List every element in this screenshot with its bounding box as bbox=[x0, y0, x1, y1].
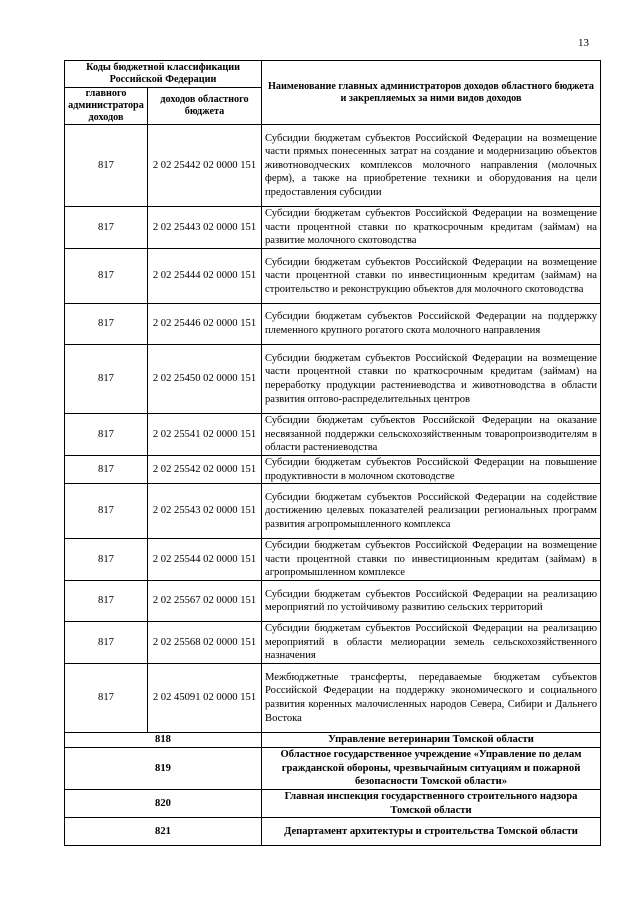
admin-code-cell: 817 bbox=[65, 622, 148, 664]
section-title: Областное государственное учреждение «Управление по делам гражданской обороны, чрезвычайным ситуациям и пожарной безопасности Томской области» bbox=[262, 747, 601, 789]
income-code-cell: 2 02 25541 02 0000 151 bbox=[148, 414, 262, 456]
table-row bbox=[65, 125, 601, 207]
section-admin-code: 820 bbox=[65, 789, 262, 817]
income-code-cell: 2 02 45091 02 0000 151 bbox=[148, 663, 262, 732]
income-code-cell: 2 02 25442 02 0000 151 bbox=[148, 125, 262, 207]
budget-classification-table bbox=[64, 60, 601, 846]
admin-code-cell: 817 bbox=[65, 484, 148, 539]
income-description-cell: Субсидии бюджетам субъектов Российской Федерации на оказание несвязанной поддержки сельскохозяйственным товаропроизводителям в области растениеводства bbox=[262, 414, 601, 456]
income-code-cell: 2 02 25443 02 0000 151 bbox=[148, 207, 262, 249]
income-description-cell: Субсидии бюджетам субъектов Российской Федерации на возмещение части процентной ставки по инвестиционным кредитам (займам) в агропромышленном комплексе bbox=[262, 539, 601, 581]
section-title: Департамент архитектуры и строительства Томской области bbox=[262, 818, 601, 846]
income-code-cell: 2 02 25542 02 0000 151 bbox=[148, 456, 262, 484]
income-code-cell: 2 02 25446 02 0000 151 bbox=[148, 304, 262, 345]
income-code-cell: 2 02 25567 02 0000 151 bbox=[148, 581, 262, 622]
income-code-cell: 2 02 25450 02 0000 151 bbox=[148, 345, 262, 414]
income-description-cell: Субсидии бюджетам субъектов Российской Федерации на реализацию мероприятий по устойчивому развитию сельских территорий bbox=[262, 581, 601, 622]
page-number: 13 bbox=[578, 37, 589, 49]
section-admin-code: 818 bbox=[65, 732, 262, 747]
income-description-cell: Субсидии бюджетам субъектов Российской Федерации на возмещение части процентной ставки по инвестиционным кредитам (займам) на строительство и реконструкцию объектов для молочного скотоводства bbox=[262, 249, 601, 304]
table-row bbox=[65, 249, 601, 304]
header-name-column: Наименование главных администраторов доходов областного бюджета и закрепляемых за ними видов доходов bbox=[262, 61, 601, 125]
section-title: Главная инспекция государственного строительного надзора Томской области bbox=[262, 789, 601, 817]
admin-code-cell: 817 bbox=[65, 456, 148, 484]
income-description-cell: Субсидии бюджетам субъектов Российской Федерации на повышение продуктивности в молочном скотоводстве bbox=[262, 456, 601, 484]
admin-code-cell: 817 bbox=[65, 249, 148, 304]
table-row bbox=[65, 207, 601, 249]
income-description-cell: Субсидии бюджетам субъектов Российской Федерации на поддержку племенного крупного рогатого скота молочного направления bbox=[262, 304, 601, 345]
table-row bbox=[65, 484, 601, 539]
table-row bbox=[65, 622, 601, 664]
income-code-cell: 2 02 25444 02 0000 151 bbox=[148, 249, 262, 304]
income-code-cell: 2 02 25543 02 0000 151 bbox=[148, 484, 262, 539]
income-description-cell: Субсидии бюджетам субъектов Российской Федерации на реализацию мероприятий в области мелиорации земель сельскохозяйственного назначения bbox=[262, 622, 601, 664]
income-description-cell: Субсидии бюджетам субъектов Российской Федерации на возмещение части процентной ставки по краткосрочным кредитам (займам) на развитие молочного скотоводства bbox=[262, 207, 601, 249]
admin-code-cell: 817 bbox=[65, 125, 148, 207]
table-row bbox=[65, 345, 601, 414]
table-row bbox=[65, 414, 601, 456]
table-header-row bbox=[65, 61, 601, 88]
header-income-column: доходов областного бюджета bbox=[148, 88, 262, 125]
header-codes-group: Коды бюджетной классификации Российской Федерации bbox=[65, 61, 262, 88]
section-row bbox=[65, 818, 601, 846]
admin-code-cell: 817 bbox=[65, 663, 148, 732]
table-row bbox=[65, 304, 601, 345]
section-title: Управление ветеринарии Томской области bbox=[262, 732, 601, 747]
income-code-cell: 2 02 25568 02 0000 151 bbox=[148, 622, 262, 664]
income-description-cell: Субсидии бюджетам субъектов Российской Федерации на возмещение части процентной ставки по краткосрочным кредитам (займам) на переработку продукции растениеводства и животноводства в области развития оптово-распределительных центров bbox=[262, 345, 601, 414]
income-description-cell: Межбюджетные трансферты, передаваемые бюджетам субъектов Российской Федерации на поддержку экономического и социального развития коренных малочисленных народов Севера, Сибири и Дальнего Востока bbox=[262, 663, 601, 732]
admin-code-cell: 817 bbox=[65, 539, 148, 581]
admin-code-cell: 817 bbox=[65, 414, 148, 456]
table-row bbox=[65, 539, 601, 581]
section-row bbox=[65, 747, 601, 789]
admin-code-cell: 817 bbox=[65, 304, 148, 345]
income-description-cell: Субсидии бюджетам субъектов Российской Федерации на возмещение части прямых понесенных затрат на создание и модернизацию объектов животноводческих комплексов молочного направления (молочных ферм), а также на приобретение техники и оборудования на цели предоставления субсидии bbox=[262, 125, 601, 207]
section-row bbox=[65, 732, 601, 747]
section-admin-code: 821 bbox=[65, 818, 262, 846]
table-row bbox=[65, 663, 601, 732]
admin-code-cell: 817 bbox=[65, 581, 148, 622]
table-row bbox=[65, 456, 601, 484]
income-code-cell: 2 02 25544 02 0000 151 bbox=[148, 539, 262, 581]
admin-code-cell: 817 bbox=[65, 207, 148, 249]
section-admin-code: 819 bbox=[65, 747, 262, 789]
header-admin-column: главного администратора доходов bbox=[65, 88, 148, 125]
section-row bbox=[65, 789, 601, 817]
income-description-cell: Субсидии бюджетам субъектов Российской Федерации на содействие достижению целевых показателей реализации региональных программ развития агропромышленного комплекса bbox=[262, 484, 601, 539]
admin-code-cell: 817 bbox=[65, 345, 148, 414]
table-row bbox=[65, 581, 601, 622]
